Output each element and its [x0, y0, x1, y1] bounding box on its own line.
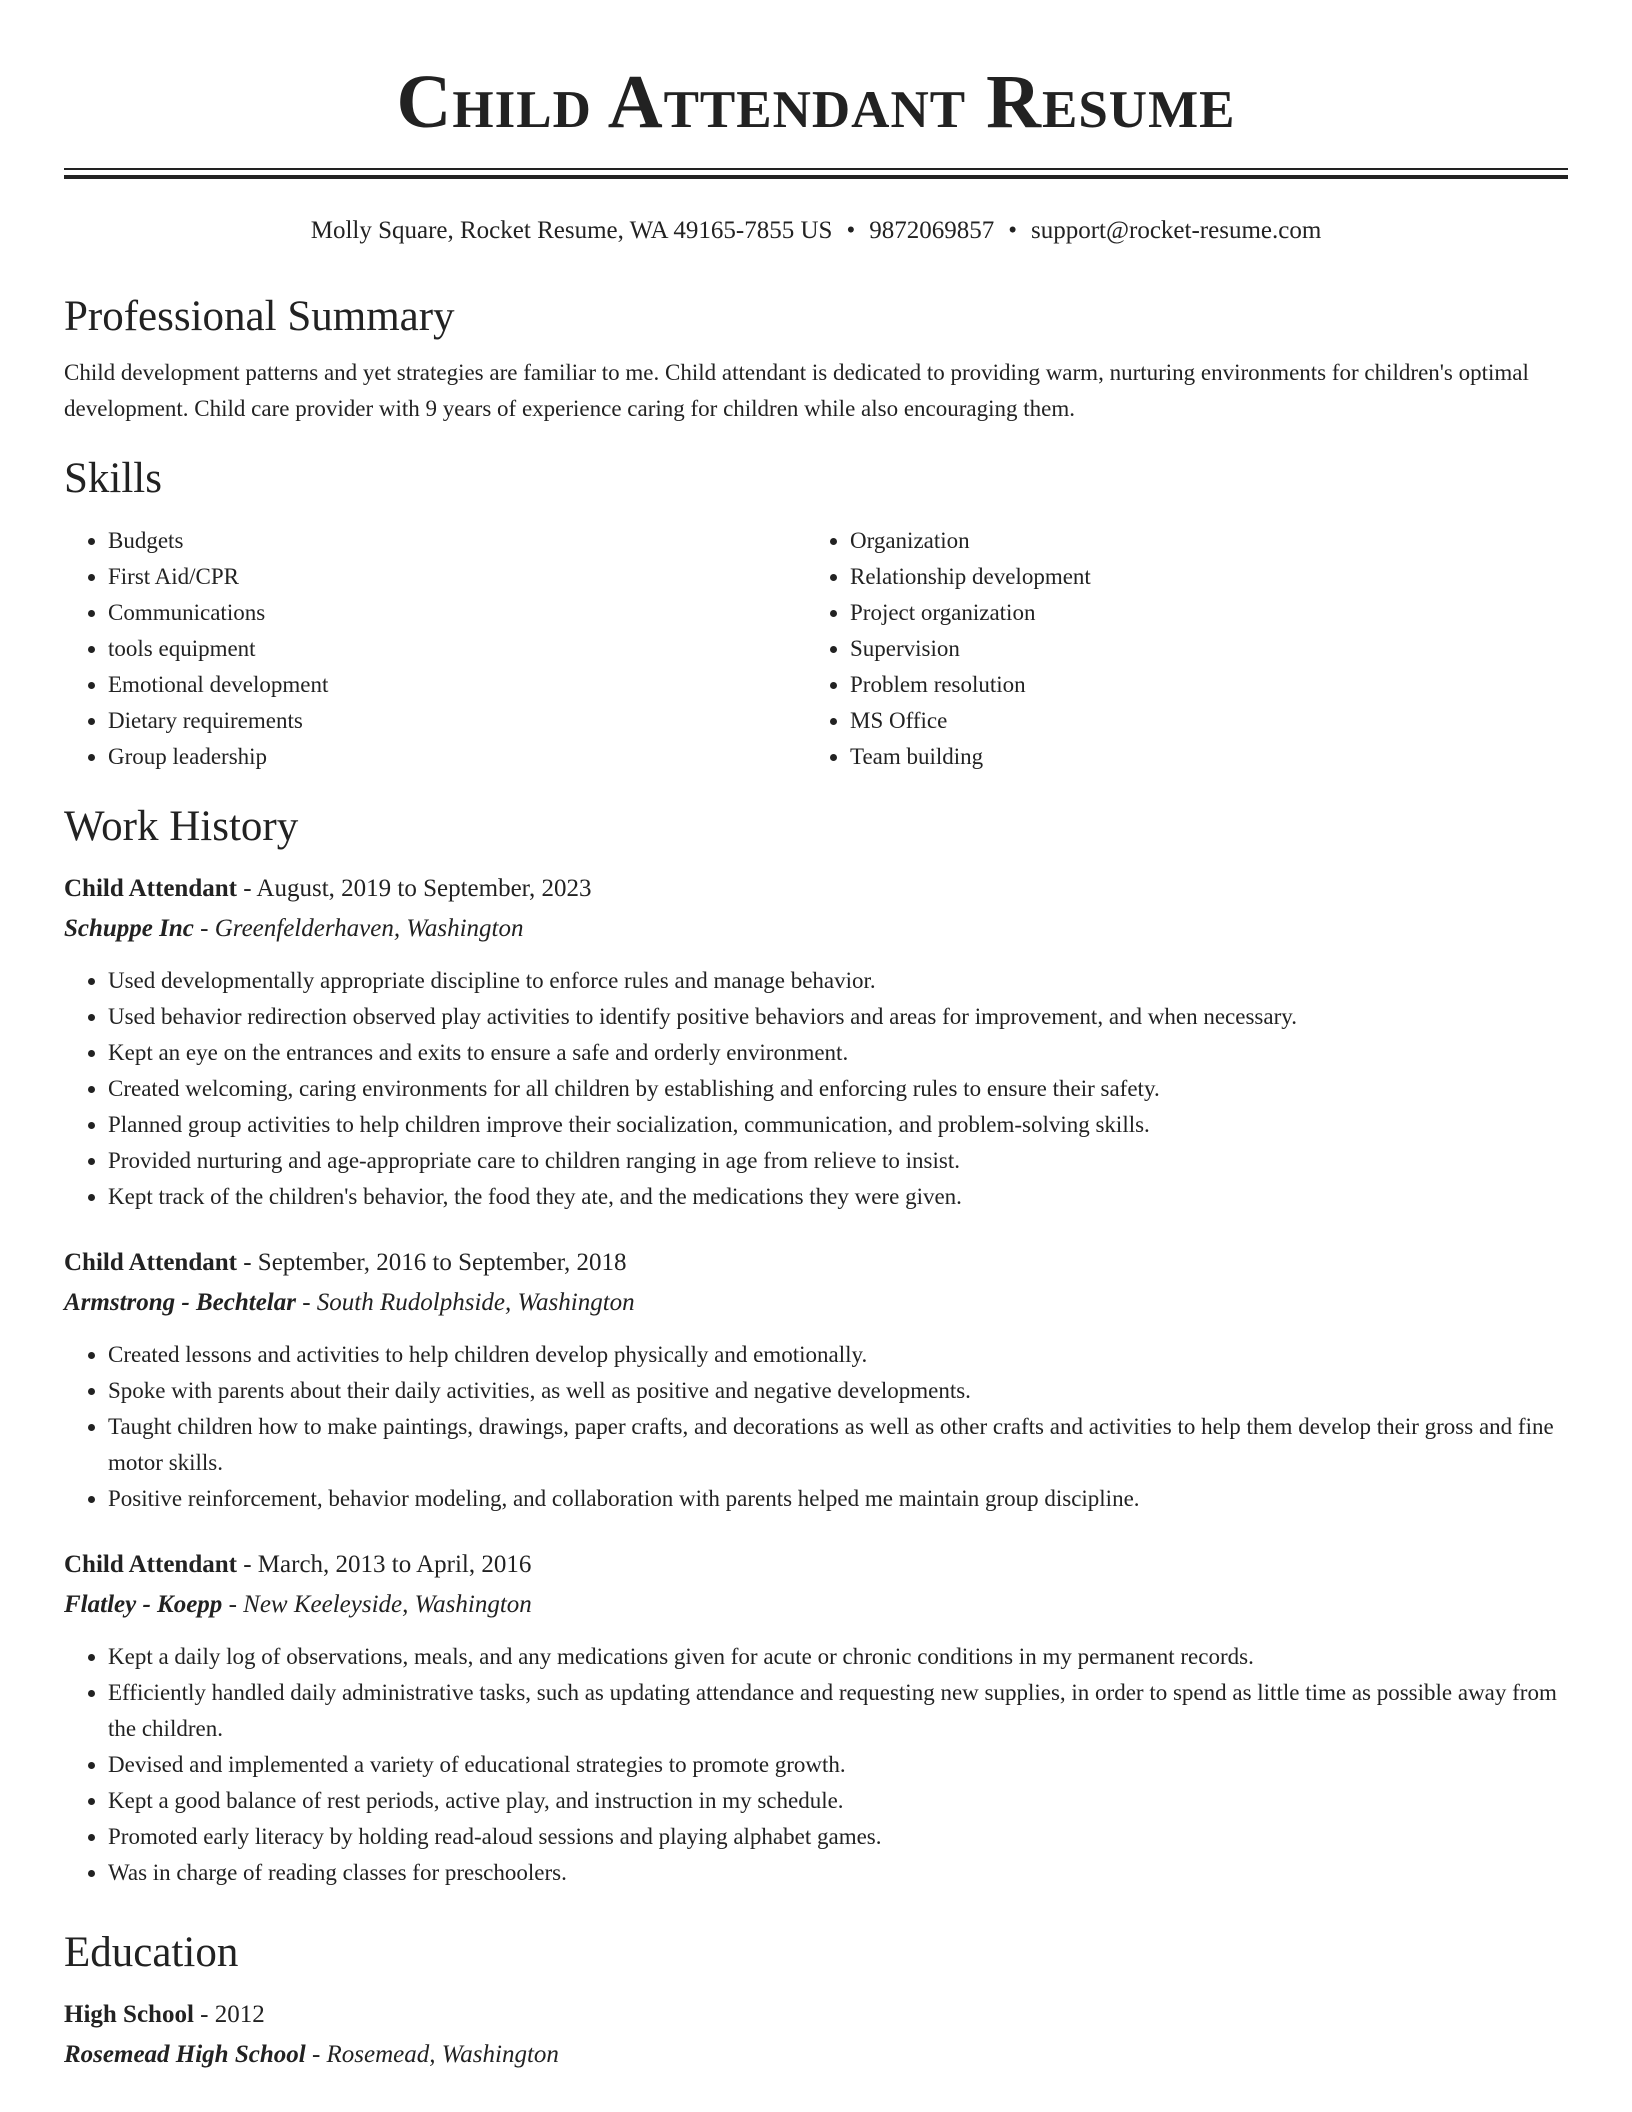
education-location: - Rosemead, Washington [305, 2041, 559, 2068]
skill-item: • Team building [850, 739, 1548, 775]
job-duty: • Created lessons and activities to help children develop physically and emotionally. [108, 1337, 1568, 1373]
job-duty: • Used behavior redirection observed play activities to identify positive behaviors and areas for improvement, and when necessary. [108, 999, 1568, 1035]
job-duty: • Taught children how to make paintings, drawings, paper crafts, and decorations as well as other crafts and activities to help them develop their gross and fine motor skills. [108, 1409, 1568, 1481]
job-duty: • Spoke with parents about their daily activities, as well as positive and negative developments. [108, 1373, 1568, 1409]
job-company: Schuppe Inc [64, 915, 194, 942]
job-company: Armstrong - Bechtelar [64, 1289, 296, 1316]
job-location: - South Rudolphside, Washington [295, 1289, 635, 1316]
contact-separator: • [1008, 217, 1017, 244]
job-duty: • Kept track of the children's behavior, the food they ate, and the medications they were given. [108, 1179, 1568, 1215]
job-company: Flatley - Koepp [64, 1591, 223, 1618]
education-school: Rosemead High School [64, 2041, 306, 2068]
education-school-line [64, 2039, 1568, 2071]
job-title: Child Attendant [64, 1551, 237, 1578]
job-duty: • Promoted early literacy by holding read-aloud sessions and playing alphabet games. [108, 1819, 1568, 1855]
contact-separator: • [846, 217, 856, 244]
skill-item: • MS Office [850, 703, 1548, 739]
job-duties [64, 963, 1568, 1215]
job-title-line [64, 1549, 1568, 1581]
contact-address: Molly Square, Rocket Resume, WA 49165-7855 US [310, 217, 833, 244]
job-duty: • Kept a good balance of rest periods, active play, and instruction in my schedule. [108, 1783, 1568, 1819]
education-heading: Education [64, 1929, 239, 1976]
work-history-heading: Work History [64, 803, 299, 850]
job-duty: • Planned group activities to help children improve their socialization, communication, and problem-solving skills. [108, 1107, 1568, 1143]
contact-email: support@rocket-resume.com [1030, 217, 1322, 244]
job-company-line [64, 913, 1568, 945]
job-company-line [64, 1287, 1568, 1319]
job-duty: • Kept an eye on the entrances and exits to ensure a safe and orderly environment. [108, 1035, 1568, 1071]
skill-item: • Emotional development [108, 667, 806, 703]
job-title-line [64, 873, 1568, 905]
job-entry [64, 1549, 1568, 1891]
skill-item: • tools equipment [108, 631, 806, 667]
skill-item: • Budgets [108, 523, 806, 559]
contact-phone: 9872069857 [869, 217, 995, 244]
skill-item: • Problem resolution [850, 667, 1548, 703]
skill-item: • First Aid/CPR [108, 559, 806, 595]
job-title-line [64, 1247, 1568, 1279]
title-double-rule [64, 168, 1568, 179]
job-location: - New Keeleyside, Washington [222, 1591, 532, 1618]
job-duty: • Efficiently handled daily administrative tasks, such as updating attendance and requesting new supplies, in order to spend as little time as possible away from the children. [108, 1675, 1568, 1747]
skill-item: • Organization [850, 523, 1548, 559]
job-company-line [64, 1589, 1568, 1621]
skills-column-left [64, 523, 806, 775]
job-duties [64, 1639, 1568, 1891]
skill-item: • Project organization [850, 595, 1548, 631]
job-duty: • Positive reinforcement, behavior modeling, and collaboration with parents helped me maintain group discipline. [108, 1481, 1568, 1517]
job-duty: • Was in charge of reading classes for preschoolers. [108, 1855, 1568, 1891]
job-dates: - March, 2013 to April, 2016 [236, 1551, 532, 1578]
education-year: - 2012 [193, 2001, 265, 2028]
skills-column-right [806, 523, 1548, 775]
skill-item: • Dietary requirements [108, 703, 806, 739]
job-duty: • Provided nurturing and age-appropriate care to children ranging in age from relieve to insist. [108, 1143, 1568, 1179]
job-title: Child Attendant [64, 875, 237, 902]
contact-line [64, 215, 1568, 247]
job-dates: - September, 2016 to September, 2018 [236, 1249, 627, 1276]
summary-heading: Professional Summary [64, 293, 455, 340]
skill-item: • Communications [108, 595, 806, 631]
resume-title: Child Attendant Resume [396, 60, 1236, 144]
skills-heading: Skills [64, 455, 162, 502]
skill-item: • Group leadership [108, 739, 806, 775]
summary-text: Child development patterns and yet strategies are familiar to me. Child attendant is dedicated to providing warm, nurturing environments for children's optimal development. Child care provider with 9 years of experience caring for children while also encouraging them. [64, 360, 1529, 421]
skill-item: • Supervision [850, 631, 1548, 667]
education-degree: High School [64, 2001, 194, 2028]
job-title: Child Attendant [64, 1249, 237, 1276]
skill-item: • Relationship development [850, 559, 1548, 595]
job-entry [64, 873, 1568, 1215]
job-duty: • Kept a daily log of observations, meals, and any medications given for acute or chronic conditions in my permanent records. [108, 1639, 1568, 1675]
job-duty: • Used developmentally appropriate discipline to enforce rules and manage behavior. [108, 963, 1568, 999]
job-dates: - August, 2019 to September, 2023 [236, 875, 592, 902]
job-entry [64, 1247, 1568, 1517]
job-duties [64, 1337, 1568, 1517]
skills-list [64, 523, 1568, 775]
education-entry [64, 1999, 1568, 2071]
job-duty: • Created welcoming, caring environments for all children by establishing and enforcing rules to ensure their safety. [108, 1071, 1568, 1107]
job-location: - Greenfelderhaven, Washington [193, 915, 524, 942]
job-duty: • Devised and implemented a variety of educational strategies to promote growth. [108, 1747, 1568, 1783]
education-degree-line [64, 1999, 1568, 2031]
